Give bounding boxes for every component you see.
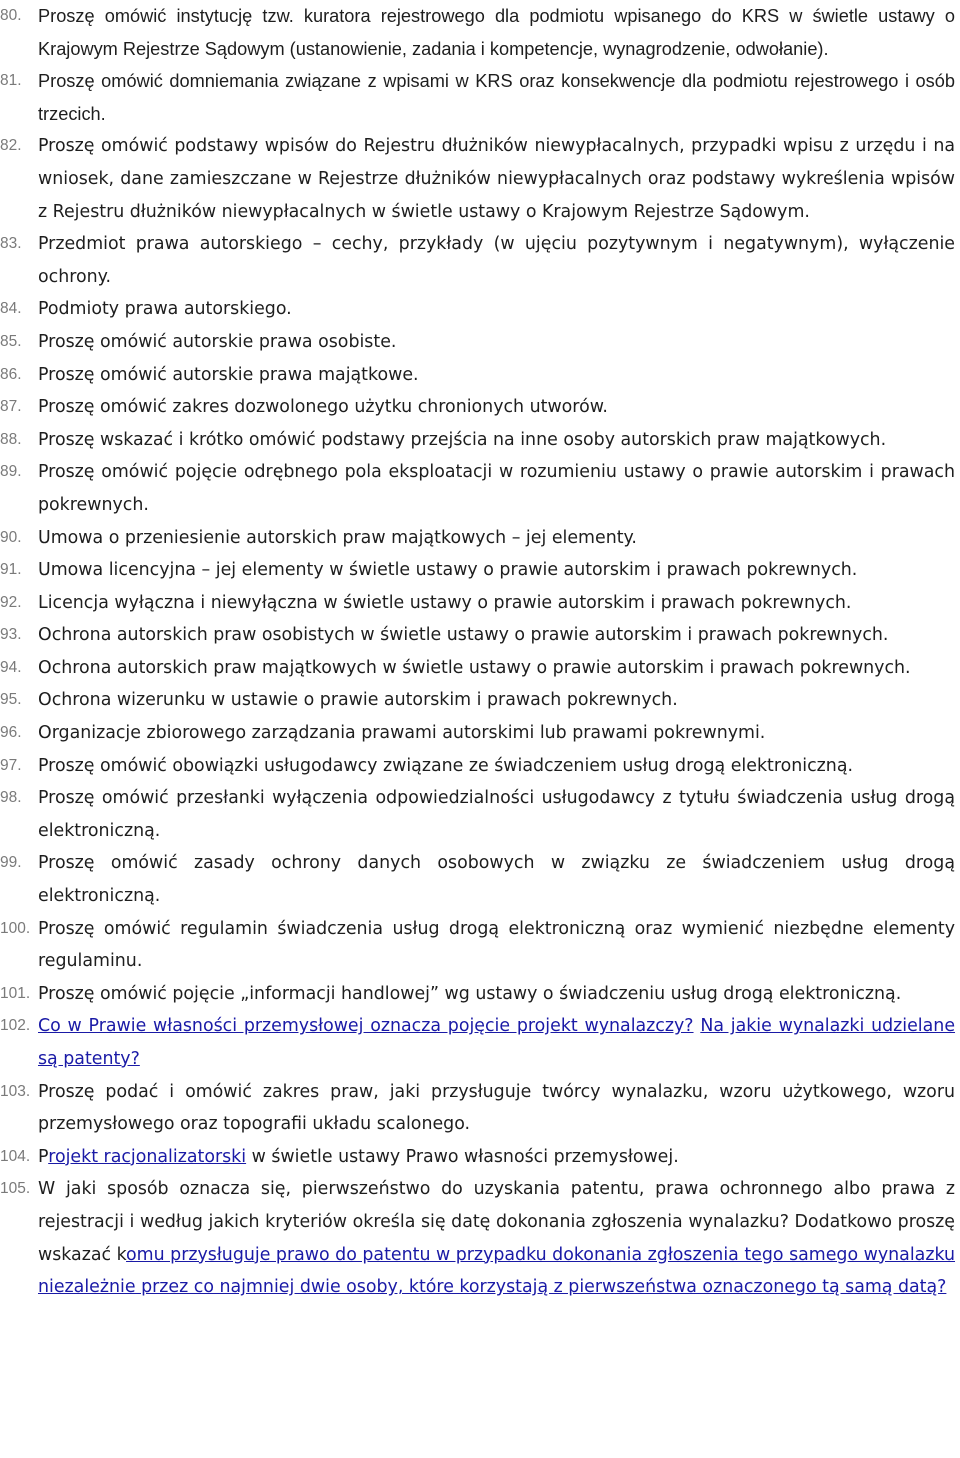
item-number: 96. [0, 724, 22, 742]
item-number: 102. [0, 1017, 31, 1035]
list-item [0, 782, 955, 847]
list-item [0, 326, 955, 359]
item-number: 95. [0, 691, 22, 709]
item-number: 90. [0, 528, 22, 546]
list-item [0, 619, 955, 652]
item-number: 105. [0, 1180, 31, 1198]
item-number: 82. [0, 137, 22, 155]
list-item [0, 847, 955, 912]
item-text: Ochrona autorskich praw osobistych w świetle ustawy o prawie autorskim i prawach pokrewnych. [38, 625, 889, 646]
item-text: Umowa o przeniesienie autorskich praw majątkowych – jej elementy. [38, 527, 637, 548]
item-number: 83. [0, 235, 22, 253]
item-text: Proszę omówić pojęcie odrębnego pola eksploatacji w rozumieniu ustawy o prawie autorskim i prawach pokrewnych. [38, 462, 955, 515]
item-text: Umowa licencyjna – jej elementy w świetle ustawy o prawie autorskim i prawach pokrewnych. [38, 560, 858, 581]
item-text: Organizacje zbiorowego zarządzania prawami autorskimi lub prawami pokrewnymi. [38, 723, 766, 744]
item-text: Proszę omówić zakres dozwolonego użytku chronionych utworów. [38, 397, 608, 418]
item-number: 85. [0, 332, 22, 350]
list-item [0, 1141, 955, 1174]
item-number: 91. [0, 561, 22, 579]
item-number: 93. [0, 626, 22, 644]
item-number: 81. [0, 72, 22, 90]
list-item [0, 228, 955, 293]
list-item [0, 130, 955, 228]
item-text: Proszę omówić autorskie prawa majątkowe. [38, 364, 419, 385]
item-text: Proszę omówić autorskie prawa osobiste. [38, 331, 397, 352]
list-item [0, 652, 955, 685]
item-number: 88. [0, 430, 22, 448]
list-item [0, 424, 955, 457]
list-item [0, 684, 955, 717]
item-text: Ochrona autorskich praw majątkowych w świetle ustawy o prawie autorskim i prawach pokrewnych. [38, 657, 911, 678]
item-number: 94. [0, 658, 22, 676]
item-number: 84. [0, 300, 22, 318]
item-number: 100. [0, 919, 31, 937]
item-number: 97. [0, 756, 22, 774]
item-text: Proszę wskazać i krótko omówić podstawy przejścia na inne osoby autorskich praw majątkowych. [38, 429, 887, 450]
item-text: Proszę omówić domniemania związane z wpisami w KRS oraz konsekwencje dla podmiotu rejestrowego i osób trzecich. [38, 71, 955, 124]
item-text: Proszę podać i omówić zakres praw, jaki przysługuje twórcy wynalazku, wzoru użytkowego, wzoru przemysłowego oraz topografii układu scalonego. [38, 1081, 955, 1135]
item-text: Proszę omówić przesłanki wyłączenia odpowiedzialności usługodawcy z tytułu świadczenia usług drogą elektroniczną. [38, 788, 955, 841]
item-number: 104. [0, 1147, 31, 1165]
item-number: 98. [0, 789, 22, 807]
item-text: Proszę omówić podstawy wpisów do Rejestru dłużników niewypłacalnych, przypadki wpisu z urzędu i na wniosek, dane zamieszczane w Rejestrze dłużników niewypłacalnych oraz podstawy wykreślenia wpisów z Rejestru dłużników niewypłacalnych w świetle ustawy o Krajowym Rejestrze Sądowym. [38, 136, 955, 222]
item-number: 92. [0, 593, 22, 611]
list-item [0, 65, 955, 130]
list-item [0, 1010, 955, 1075]
list-item [0, 293, 955, 326]
item-text: Ochrona wizerunku w ustawie o prawie autorskim i prawach pokrewnych. [38, 690, 678, 711]
hyperlink-prawo-do-patentu[interactable]: omu przysługuje prawo do patentu w przypadku dokonania zgłoszenia tego samego wynalazku niezależnie przez co najmniej dwie osoby, które korzystają z pierwszeństwa oznaczonego tą samą datą? [38, 1244, 956, 1298]
list-item [0, 0, 955, 65]
item-text: Proszę omówić regulamin świadczenia usług drogą elektroniczną oraz wymienić niezbędne elementy regulaminu. [38, 918, 955, 972]
list-item [0, 913, 955, 978]
hyperlink-projekt-wynalazczy[interactable]: Co w Prawie własności przemysłowej oznacza pojęcie projekt wynalazczy? [38, 1016, 694, 1037]
item-text: Proszę omówić pojęcie „informacji handlowej” wg ustawy o świadczeniu usług drogą elektroniczną. [38, 983, 902, 1004]
list-item [0, 717, 955, 750]
item-text: Proszę omówić obowiązki usługodawcy związane ze świadczeniem usług drogą elektroniczną. [38, 755, 853, 776]
item-text-suffix: w świetle ustawy Prawo własności przemysłowej. [246, 1146, 679, 1167]
list-item [0, 456, 955, 521]
hyperlink-projekt-racjonalizatorski[interactable]: rojekt racjonalizatorski [48, 1146, 247, 1167]
hyperlink-patenty[interactable]: Na jakie wynalazki udzielane są patenty? [38, 1016, 956, 1069]
item-number: 86. [0, 365, 22, 383]
item-number: 103. [0, 1082, 31, 1100]
list-item [0, 522, 955, 555]
item-text-prefix: W jaki sposób oznacza się, pierwszeństwo do uzyskania patentu, prawa ochronnego albo prawa z rejestracji i według jakich kryteriów określa się datę dokonania zgłoszenia wynalazku? Dodatkowo proszę wskazać k [38, 1179, 955, 1265]
list-item [0, 750, 955, 783]
list-item [0, 359, 955, 392]
item-text: Przedmiot prawa autorskiego – cechy, przykłady (w ujęciu pozytywnym i negatywnym), wyłączenie ochrony. [38, 234, 955, 287]
item-text: Licencja wyłączna i niewyłączna w świetle ustawy o prawie autorskim i prawach pokrewnych. [38, 592, 852, 613]
item-number: 80. [0, 7, 22, 24]
list-item [0, 587, 955, 620]
item-number: 89. [0, 463, 22, 481]
item-text: Podmioty prawa autorskiego. [38, 299, 292, 320]
item-text: Proszę omówić zasady ochrony danych osobowych w związku ze świadczeniem usług drogą elektroniczną. [38, 853, 955, 907]
list-item [0, 391, 955, 424]
list-item [0, 1173, 955, 1303]
list-item [0, 554, 955, 587]
item-number: 101. [0, 984, 31, 1002]
item-number: 87. [0, 398, 22, 416]
item-text-prefix: P [38, 1146, 49, 1167]
list-item [0, 978, 955, 1011]
item-text: Proszę omówić instytucję tzw. kuratora rejestrowego dla podmiotu wpisanego do KRS w świetle ustawy o Krajowym Rejestrze Sądowym (ustanowienie, zadania i kompetencje, wynagrodzenie, odwołanie). [38, 6, 955, 59]
list-item [0, 1076, 955, 1141]
item-number: 99. [0, 854, 22, 872]
